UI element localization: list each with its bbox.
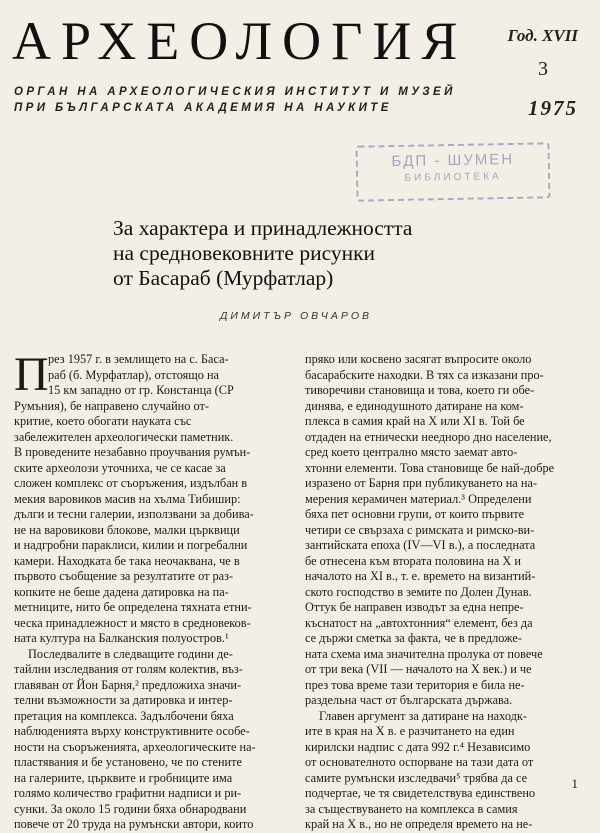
text-line: Главен аргумент за датиране на находк- [319,708,527,723]
text-line: В проведените незабавно проучвания румън- [14,445,251,459]
journal-title: АРХЕОЛОГИЯ [12,11,468,71]
text-line: мерения керамичен материал.³ Определени [305,491,532,506]
text-line: кирилски надпис с дата 992 г.⁴ Независимо [305,739,531,754]
text-line: повече от 20 труда на румънски автори, които [14,817,254,831]
text-line: забележителен археологически паметник. [14,429,234,444]
text-line: динява, е единодушното датиране на ком- [305,398,524,413]
text-line: камери. Находката бе така неочаквана, че в [14,553,240,568]
text-line: не на варовикови блокове, малки църквици [14,522,240,537]
body-column-left [14,348,286,833]
text-line: ите в края на X в. е разчитането на един [305,724,515,738]
drop-cap: П [14,348,49,401]
text-line: изразено от Барня при публикуването на на- [305,476,537,490]
text-line: четири се свързаха с римската и римско-ви- [305,522,535,537]
text-line: басарабските находки. В тях са изказани про- [305,367,544,382]
text-line: ските археолози уточниха, че се касае за [14,460,226,475]
text-line: край на X в., но не определя времето на не- [305,817,533,831]
text-line: началото на XI в., т. е. времето на византий- [305,569,536,583]
text-line: и надгробни параклиси, килии и погребални [14,538,248,552]
text-line: критие, което обогати науката със [14,414,192,428]
text-line: пряко или косвено засягат въпросите около [305,352,532,366]
text-line: зантийската епоха (IV—VI в.), а последната [305,538,536,552]
text-line: раб (б. Мурфатлар), отстоящо на [48,367,220,382]
text-line: Последвалите в следващите години де- [28,646,233,661]
text-line: тайлни изследвания от голям колектив, въз- [14,662,243,676]
text-line: метниците, нито бе определена тяхната етни- [14,600,252,614]
text-line: ната култура на Балканския полуостров.¹ [14,631,229,645]
text-line: дълги и тесни галерии, използвани за добива- [14,507,254,521]
text-line: ната схема има значителна пролука от повече [305,646,543,661]
article-title-line: от Басараб (Мурфатлар) [113,266,334,290]
text-line: телни възможности за датировка и интер- [14,693,233,707]
stamp-line-1: БДП - ШУМЕН [391,150,515,171]
text-line: подчертае, че тя свидетелствува единствено [305,786,536,800]
publisher-line-1: ОРГАН НА АРХЕОЛОГИЧЕСКИЯ ИНСТИТУТ И МУЗЕЙ [14,86,456,98]
text-line: Румъния), бе направено случайно от- [14,398,209,413]
article-title-line: За характера и принадлежността [113,216,413,240]
text-line: се държи сметка за факта, че в предложе- [305,631,522,645]
text-line: ности на съоръженията, археологическите на- [14,739,256,754]
text-line: на галериите, църквите и гробниците има [14,770,233,785]
text-line: плекса в самия край на X или XI в. Той бе [305,414,525,428]
issue-year: 1975 [528,96,578,120]
journal-volume: Год. XVII [507,26,578,45]
text-line: главяван от Йон Барня,² предложиха значи- [14,677,242,692]
text-line: 15 км западно от гр. Констанца (СР [48,383,234,397]
text-line: от основателното оспорване на тази дата от [305,755,534,769]
text-line: първото съобщение за резултатите от раз- [14,569,234,583]
text-line: голямо количество графитни надписи и ри- [14,786,242,800]
text-line: отдаден на етнически неедноро дно население, [305,429,552,444]
text-line: за съществуването на комплекса в самия [305,801,518,816]
article-title-line: на средновековните рисунки [113,241,376,265]
text-line: ческа принадлежност и място в средновеков- [14,615,251,630]
text-line: бяха пет основни групи, от които първите [305,507,525,521]
stamp-line-2: БИБЛИОТЕКА [404,171,502,184]
text-line: ското господство в земите по Долен Дунав. [305,584,532,599]
publisher-line-2: ПРИ БЪЛГАРСКАТА АКАДЕМИЯ НА НАУКИТЕ [14,102,392,114]
issue-number: 3 [538,58,548,80]
text-line: наблюденията върху конструктивните особе- [14,724,250,738]
text-line: тиворечиви становища и това, което ги обе- [305,383,535,397]
text-line: сред което централно място заемат авто- [305,445,518,459]
library-stamp [356,142,551,201]
text-line: претация на комплекса. Задълбочени бяха [14,708,234,723]
text-line: хтонни елементи. Това становище бе най-добре [305,460,555,475]
page-number: 1 [571,776,578,791]
text-line: рез 1957 г. в землището на с. Баса- [48,352,229,366]
text-line: сунки. За около 15 години бяха обнародвани [14,801,247,816]
article-title [113,216,533,291]
text-line: къснатост на „автохтонния“ елемент, без да [305,615,533,630]
body-column-right [305,352,587,833]
text-line: бе отнесена към втората половина на X и [305,553,521,568]
text-line: от три века (VII — началото на X век.) и че [305,662,532,676]
text-line: мекия варовиков масив на хълма Тибишир: [14,491,241,506]
text-line: през това време тази територия е била не- [305,677,525,692]
text-line: Оттук бе направен изводът за една непре- [305,600,524,614]
text-line: копките не беше дадена датировка на па- [14,584,229,599]
article-author: ДИМИТЪР ОВЧАРОВ [220,310,373,322]
text-line: раздельна част от българската държава. [305,693,513,707]
text-line: пластявания и бе установено, че по стените [14,755,242,769]
text-line: сложен комплекс от съоръжения, издълбан в [14,476,248,490]
text-line: самите румънски изследвачи⁵ трябва да се [305,770,528,785]
